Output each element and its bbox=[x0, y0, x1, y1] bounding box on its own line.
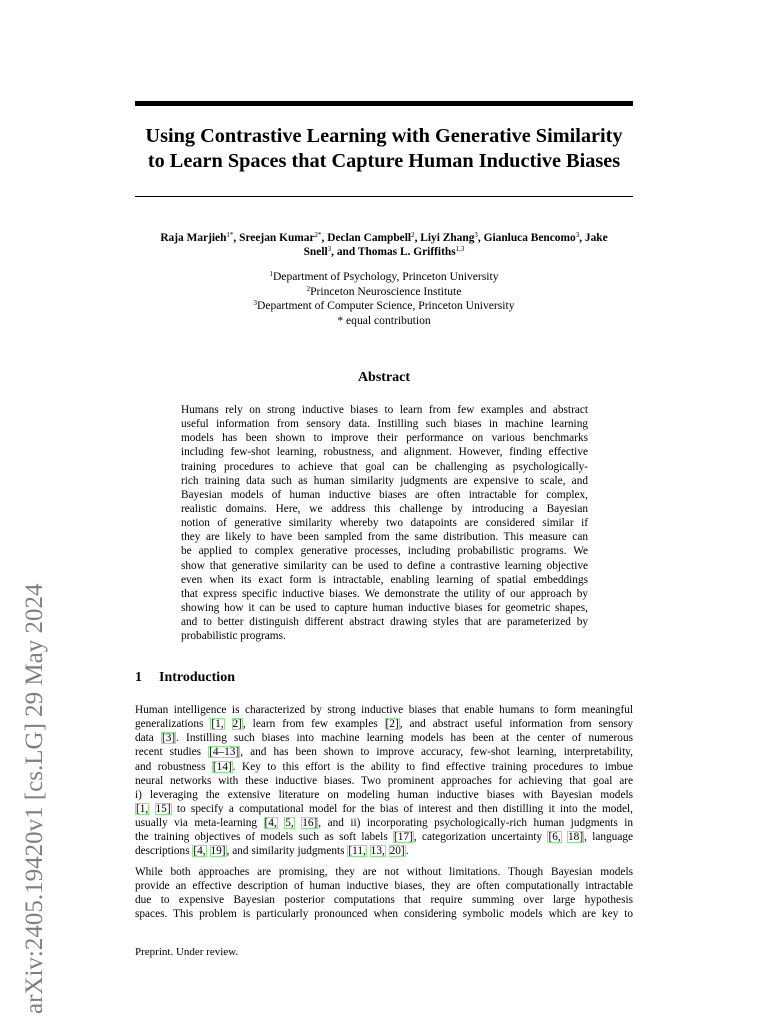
title-bottom-rule bbox=[135, 196, 633, 197]
text-run: . Key to this effort is the ability to find effective training procedures to imbue bbox=[232, 760, 633, 773]
text-run: and robustness bbox=[135, 760, 212, 773]
text-run: , categorization uncertainty bbox=[413, 831, 548, 844]
preprint-footer: Preprint. Under review. bbox=[135, 946, 239, 958]
text-line: provide an effective description of human inductive biases, they are often computationally intractable bbox=[135, 880, 633, 893]
paper-title bbox=[135, 124, 633, 174]
abstract-line: even when its exact form is intractable, enabling learning of spatial embeddings bbox=[181, 573, 588, 586]
text-run: , and similarity judgments bbox=[226, 845, 348, 858]
citation-link[interactable]: [17] bbox=[394, 831, 413, 844]
text-line bbox=[135, 731, 633, 745]
abstract-line: including few-shot learning, robustness, and alignment. However, finding effective bbox=[181, 446, 588, 459]
affiliation-line bbox=[135, 270, 633, 285]
affiliation-mark: 1 bbox=[269, 270, 273, 278]
abstract-body bbox=[181, 403, 588, 643]
section-number: 1 bbox=[135, 670, 142, 685]
author-line bbox=[135, 245, 633, 259]
citation-link[interactable]: [2] bbox=[385, 718, 399, 731]
citation-link[interactable]: 20] bbox=[389, 845, 405, 858]
abstract-line: notion of generative similarity whereby two datapoints are considered similar if bbox=[181, 517, 588, 530]
abstract-line: Humans rely on strong inductive biases to learn from few examples and abstract bbox=[181, 404, 588, 416]
citation-link[interactable]: 19] bbox=[210, 845, 226, 858]
abstract-line: showing how it can be used to capture human inductive biases for geometric shapes, bbox=[181, 601, 588, 614]
text-run: usually via meta-learning bbox=[135, 817, 264, 830]
affiliation-text: * equal contribution bbox=[337, 313, 431, 327]
intro-paragraph-2 bbox=[135, 865, 633, 922]
text-run: recent studies bbox=[135, 746, 209, 759]
title-line: Using Contrastive Learning with Generative Similarity bbox=[145, 125, 623, 147]
affiliation-line bbox=[135, 285, 633, 300]
citation-link[interactable]: 2] bbox=[232, 718, 242, 731]
abstract-line: and to better distinguish different abstract drawing styles that are parameterized by bbox=[181, 616, 588, 629]
text-line bbox=[135, 774, 633, 788]
text-line bbox=[135, 816, 633, 830]
author-list bbox=[135, 231, 633, 259]
section-title: Introduction bbox=[159, 670, 235, 685]
citation-link[interactable]: 16] bbox=[302, 817, 318, 830]
text-run: . bbox=[405, 845, 409, 858]
text-run: , learn from few examples bbox=[242, 718, 385, 731]
citation-link[interactable]: [11, bbox=[348, 845, 366, 858]
abstract-line: be applied to complex generative processes, including probabilistic programs. We bbox=[181, 545, 588, 558]
text-run: generalizations bbox=[135, 718, 211, 731]
author-name: , Declan Campbell bbox=[321, 232, 412, 244]
text-run: the training objectives of models such as soft labels bbox=[135, 831, 394, 844]
author-affiliation-mark: 3 bbox=[327, 245, 332, 253]
affiliation-text: Department of Computer Science, Princeton University bbox=[256, 299, 515, 312]
text-run bbox=[225, 718, 232, 730]
citation-link[interactable]: 15] bbox=[155, 802, 171, 815]
text-line bbox=[135, 802, 633, 816]
text-line bbox=[135, 760, 633, 774]
text-run: , and abstract useful information from sensory bbox=[399, 718, 634, 731]
text-line bbox=[135, 717, 633, 731]
abstract-line: that express specific inductive biases. We demonstrate the utility of our approach by bbox=[181, 587, 588, 600]
citation-link[interactable]: [1, bbox=[211, 718, 224, 731]
citation-link[interactable]: [4, bbox=[193, 845, 206, 858]
text-run: , and ii) incorporating psychologically-rich human judgments in bbox=[318, 817, 634, 830]
author-line bbox=[135, 231, 633, 245]
text-run bbox=[149, 803, 154, 815]
text-run: data bbox=[135, 732, 161, 745]
text-run: , and has been shown to improve accuracy, few-shot learning, interpretability, bbox=[240, 746, 633, 759]
affiliation-text: Princeton Neuroscience Institute bbox=[310, 284, 462, 298]
text-line bbox=[135, 830, 633, 844]
text-run: Human intelligence is characterized by strong inductive biases that enable humans to form meaningful bbox=[135, 704, 633, 716]
author-affiliation-mark: 3 bbox=[474, 231, 478, 239]
text-run: i) leveraging the extensive literature on modeling human inductive biases with Bayesian models bbox=[135, 788, 633, 801]
text-run: to specify a computational model for the bias of interest and then distilling it into the model, bbox=[171, 802, 634, 815]
author-name: , Sreejan Kumar bbox=[233, 232, 315, 244]
author-name: , Liyi Zhang bbox=[414, 232, 475, 244]
abstract-line: rich training data such as human similarity judgments are expensive to scale, and bbox=[181, 474, 588, 487]
abstract-line: training procedures to achieve that goal can be challenging as psychologically- bbox=[181, 460, 588, 473]
citation-link[interactable]: 13, bbox=[370, 845, 385, 858]
citation-link[interactable]: [4–13] bbox=[209, 746, 240, 759]
author-name: , Gianluca Bencomo bbox=[477, 232, 576, 244]
author-affiliation-mark: 3 bbox=[575, 231, 580, 239]
affiliation-mark: 2 bbox=[306, 284, 311, 293]
citation-link[interactable]: [1, bbox=[136, 802, 149, 815]
title-line: to Learn Spaces that Capture Human Inductive Biases bbox=[147, 150, 621, 172]
abstract-heading: Abstract bbox=[357, 370, 411, 385]
text-line: spaces. This problem is particularly pronounced when considering symbolic models which are key to bbox=[135, 908, 633, 921]
text-run: neural networks with these inductive biases. Two prominent approaches for achieving that goal are bbox=[135, 774, 633, 787]
affiliation-text: Department of Psychology, Princeton University bbox=[272, 270, 499, 283]
text-line: While both approaches are promising, they are not without limitations. Though Bayesian models bbox=[135, 866, 633, 878]
citation-link[interactable]: 5, bbox=[285, 817, 294, 830]
abstract-line: probabilistic programs. bbox=[181, 630, 286, 643]
citation-link[interactable]: [6, bbox=[548, 831, 561, 844]
text-run: . Instilling such biases into machine learning models has been at the center of numerous bbox=[176, 732, 634, 745]
affiliation-mark: 3 bbox=[253, 299, 257, 307]
text-line bbox=[135, 844, 633, 858]
citation-link[interactable]: [3] bbox=[161, 732, 176, 745]
section-heading bbox=[135, 669, 633, 687]
author-affiliation-mark: 1,3 bbox=[455, 245, 465, 253]
intro-paragraph-1 bbox=[135, 703, 633, 859]
abstract-line: they are likely to have been sampled from the same distribution. This measure can bbox=[181, 531, 588, 544]
author-name: , Jake bbox=[579, 232, 608, 244]
abstract-line: Bayesian models of human inductive biases are often intractable for complex, bbox=[181, 488, 588, 501]
author-affiliation-mark: 2 bbox=[411, 231, 415, 239]
text-run: descriptions bbox=[135, 845, 193, 858]
citation-link[interactable]: 18] bbox=[568, 831, 584, 844]
affiliation-line bbox=[135, 299, 633, 314]
author-affiliation-mark: 1* bbox=[226, 231, 234, 239]
affiliations bbox=[135, 270, 633, 328]
text-run: , language bbox=[584, 831, 634, 844]
text-line bbox=[135, 788, 633, 802]
arxiv-identifier-stamp: arXiv:2405.19420v1 [cs.LG] 29 May 2024 bbox=[21, 583, 48, 1014]
text-line: due to expensive Bayesian posterior computations that require summing over large hypothesis bbox=[135, 894, 633, 907]
text-line bbox=[135, 703, 633, 717]
text-line bbox=[135, 745, 633, 759]
abstract-line: show that generative similarity can be used to define a contrastive learning objective bbox=[181, 559, 588, 572]
author-name: Raja Marjieh bbox=[160, 232, 227, 244]
author-affiliation-mark: 2* bbox=[314, 231, 322, 239]
abstract-line: realistic domains. Here, we address this challenge by introducing a Bayesian bbox=[181, 502, 588, 515]
citation-link[interactable]: [4, bbox=[264, 817, 277, 830]
title-top-rule bbox=[135, 101, 633, 106]
citation-link[interactable]: [14] bbox=[212, 760, 232, 773]
author-name: Snell bbox=[303, 246, 328, 258]
affiliation-line bbox=[135, 314, 633, 329]
abstract-line: useful information from sensory data. Instilling such biases in machine learning bbox=[181, 418, 588, 431]
author-name: , and Thomas L. Griffiths bbox=[331, 246, 456, 258]
abstract-line: models has been shown to improve their performance on various benchmarks bbox=[181, 432, 588, 445]
